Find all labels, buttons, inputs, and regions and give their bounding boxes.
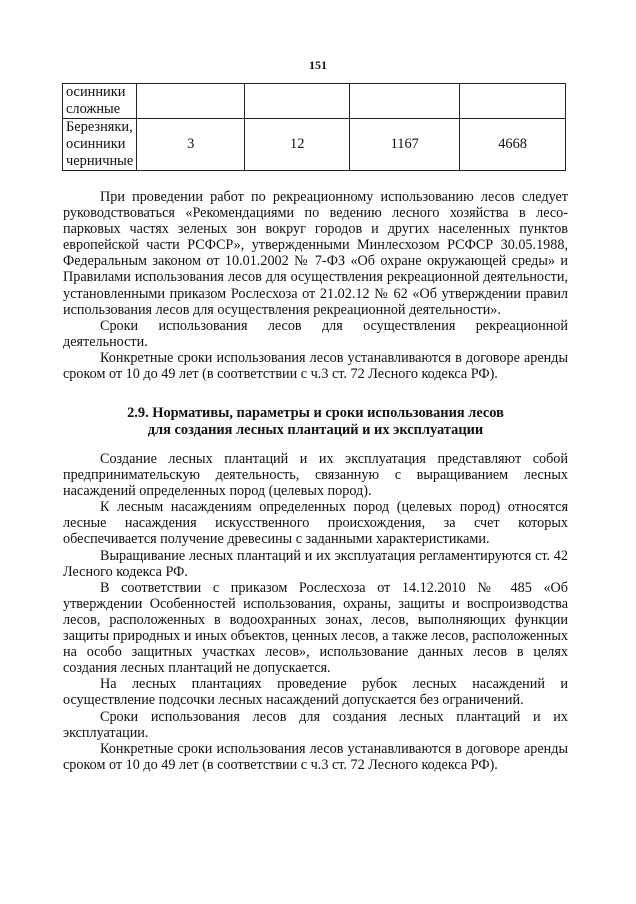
forest-type-line: сложные bbox=[66, 101, 121, 117]
paragraph: На лесных плантациях проведение рубок лесных насаждений и осуществление подсочки лесных насаждений допускается без ограничений. bbox=[63, 676, 568, 709]
heading-line: для создания лесных плантаций и их эксплуатации bbox=[147, 422, 484, 438]
paragraph: Сроки использования лесов для осуществления рекреационной деятельности. bbox=[63, 317, 568, 350]
forest-type-line: осинники bbox=[66, 136, 126, 152]
recreation-section bbox=[63, 189, 568, 382]
page-number: 151 bbox=[309, 58, 327, 72]
table-cell: 4668 bbox=[460, 119, 566, 171]
table-cell: 1167 bbox=[350, 119, 460, 171]
paragraph: Создание лесных плантаций и их эксплуатация представляют собой предпринимательскую деятельность, связанную с выращиванием лесных насаждений определенных пород (целевых пород). bbox=[63, 451, 568, 500]
table-cell bbox=[245, 84, 350, 119]
table-cell bbox=[460, 84, 566, 119]
forest-type-line: Березняки, bbox=[66, 119, 133, 135]
forest-type-line: черничные bbox=[66, 153, 134, 169]
paragraph: Сроки использования лесов для создания лесных плантаций и их эксплуатации. bbox=[63, 708, 568, 741]
paragraph: К лесным насаждениям определенных пород (целевых пород) относятся лесные насаждения искусственного происхождения, за счет которых обеспечивается получение древесины с заданными характеристиками. bbox=[63, 499, 568, 548]
table-cell bbox=[137, 84, 245, 119]
paragraph: При проведении работ по рекреационному использованию лесов следует руководствоваться «Рекомендациями по ведению лесного хозяйства в лесо-парковых частях зеленых зон вокруг городов и других населенных пунктов европейской части РСФСР», утвержденными Минлесхозом РСФСР 30.05.1988, Федеральным законом от 10.01.2002 № 7-ФЗ «Об охране окружающей среды» и Правилами использования лесов для осуществления рекреационной деятельности, установленными приказом Рослесхоза от 21.02.12 № 62 «Об утверждении правил использования лесов для осуществления рекреационной деятельности». bbox=[63, 189, 568, 318]
paragraph: Конкретные сроки использования лесов устанавливаются в договоре аренды сроком от 10 до 49 лет (в соответствии с ч.3 ст. 72 Лесного кодекса РФ). bbox=[63, 740, 568, 773]
table-cell-forest-type bbox=[63, 119, 137, 171]
section-heading bbox=[63, 405, 568, 439]
table-cell bbox=[350, 84, 460, 119]
table-row bbox=[63, 84, 566, 119]
forest-type-line: осинники bbox=[66, 84, 126, 100]
heading-line: 2.9. Нормативы, параметры и сроки использования лесов bbox=[127, 405, 504, 421]
paragraph: В соответствии с приказом Рослесхоза от 14.12.2010 № 485 «Об утверждении Особенностей использования, охраны, защиты и воспроизводства лесов, расположенных в водоохранных зонах, лесов, выполняющих функции защиты природных и иных объектов, ценных лесов, а также лесов, расположенных на особо защитных участках лесов», использование данных лесов в целях создания лесных плантаций не допускается. bbox=[63, 579, 568, 677]
table-cell: 12 bbox=[245, 119, 350, 171]
forest-type-table bbox=[62, 83, 566, 171]
paragraph: Конкретные сроки использования лесов устанавливаются в договоре аренды сроком от 10 до 49 лет (в соответствии с ч.3 ст. 72 Лесного кодекса РФ). bbox=[63, 349, 568, 383]
table-row bbox=[63, 119, 566, 171]
table-cell-forest-type bbox=[63, 84, 137, 119]
plantations-section bbox=[63, 451, 568, 773]
table-cell: 3 bbox=[137, 119, 245, 171]
paragraph: Выращивание лесных плантаций и их эксплуатация регламентируются ст. 42 Лесного кодекса РФ. bbox=[63, 547, 568, 580]
